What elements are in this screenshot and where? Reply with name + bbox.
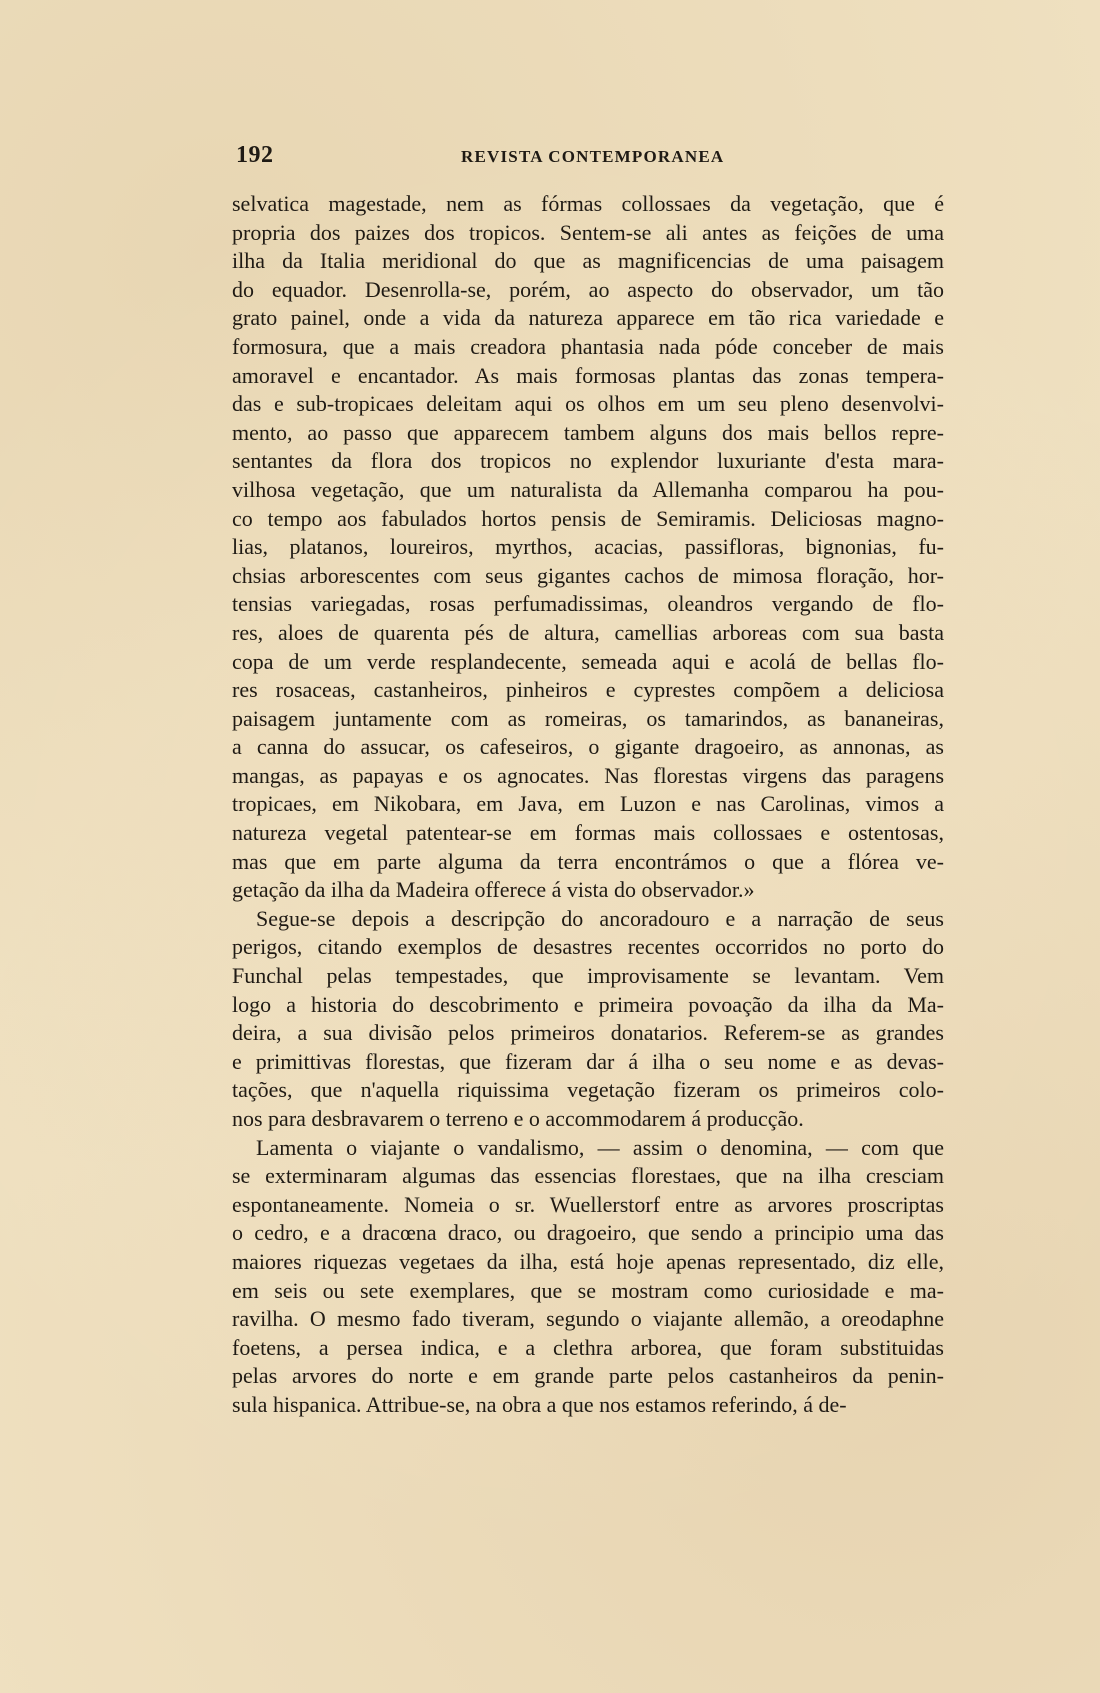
text-line: tações, que n'aquella riquissima vegetação fizeram os primeiros colo- — [232, 1077, 944, 1103]
text-line: tropicaes, em Nikobara, em Java, em Luzon e nas Carolinas, vimos a — [232, 791, 944, 817]
text-line: paisagem juntamente com as romeiras, os tamarindos, as bananeiras, — [232, 705, 944, 731]
text-line: grato painel, onde a vida da natureza apparece em tão rica variedade e — [232, 305, 944, 331]
text-line: natureza vegetal patentear-se em formas mais collossaes e ostentosas, — [232, 820, 944, 846]
text-line: foetens, a persea indica, e a clethra arborea, que foram substituidas — [232, 1334, 944, 1360]
text-line: vilhosa vegetação, que um naturalista da Allemanha comparou ha pou- — [232, 476, 944, 502]
text-line: perigos, citando exemplos de desastres recentes occorridos no porto do — [232, 934, 944, 960]
text-line: ravilha. O mesmo fado tiveram, segundo o viajante allemão, a oreodaphne — [232, 1306, 944, 1332]
text-line: co tempo aos fabulados hortos pensis de Semiramis. Deliciosas magno- — [232, 505, 944, 531]
text-line: deira, a sua divisão pelos primeiros donatarios. Referem-se as grandes — [232, 1020, 944, 1046]
text-line: sula hispanica. Attribue-se, na obra a que nos estamos referindo, á de- — [232, 1391, 847, 1417]
text-line: Lamenta o viajante o vandalismo, — assim o denomina, — com que — [256, 1134, 944, 1160]
text-line: do equador. Desenrolla-se, porém, ao aspecto do observador, um tão — [232, 276, 944, 302]
text-line: amoravel e encantador. As mais formosas plantas das zonas tempera- — [232, 362, 944, 388]
text-line: Segue-se depois a descripção do ancoradouro e a narração de seus — [256, 905, 944, 931]
text-line: mento, ao passo que apparecem tambem alguns dos mais bellos repre- — [232, 419, 944, 445]
text-line: chsias arborescentes com seus gigantes cachos de mimosa floração, hor- — [232, 562, 944, 588]
paragraph — [232, 1134, 944, 1420]
text-line: espontaneamente. Nomeia o sr. Wuellerstorf entre as arvores proscriptas — [232, 1191, 944, 1217]
text-line: o cedro, e a dracœna draco, ou dragoeiro, que sendo a principio uma das — [232, 1220, 944, 1246]
text-line: copa de um verde resplandecente, semeada aqui e acolá de bellas flo- — [232, 648, 944, 674]
paragraph — [232, 190, 944, 905]
page-header — [236, 142, 936, 172]
text-line: selvatica magestade, nem as fórmas collossaes da vegetação, que é — [232, 191, 944, 216]
text-line: maiores riquezas vegetaes da ilha, está hoje apenas representado, diz elle, — [232, 1248, 944, 1274]
text-line: das e sub-tropicaes deleitam aqui os olhos em um seu pleno desenvolvi- — [232, 391, 944, 417]
page-number: 192 — [236, 142, 274, 168]
text-line: res rosaceas, castanheiros, pinheiros e cyprestes compõem a deliciosa — [232, 677, 944, 703]
text-line: mas que em parte alguma da terra encontrámos o que a flórea ve- — [232, 848, 944, 874]
text-line: lias, platanos, loureiros, myrthos, acacias, passifloras, bignonias, fu- — [232, 534, 944, 560]
paragraph — [232, 905, 944, 1134]
text-line: e primittivas florestas, que fizeram dar á ilha o seu nome e as devas- — [232, 1048, 944, 1074]
text-line: Funchal pelas tempestades, que improvisamente se levantam. Vem — [232, 963, 944, 989]
body-text — [232, 190, 944, 1420]
text-line: a canna do assucar, os cafeseiros, o gigante dragoeiro, as annonas, as — [232, 734, 944, 760]
text-line: se exterminaram algumas das essencias florestaes, que na ilha cresciam — [232, 1163, 944, 1189]
text-line: propria dos paizes dos tropicos. Sentem-se ali antes as feições de uma — [232, 219, 944, 245]
text-line: pelas arvores do norte e em grande parte pelos castanheiros da penin- — [232, 1363, 944, 1389]
text-line: em seis ou sete exemplares, que se mostram como curiosidade e ma- — [232, 1277, 944, 1303]
text-line: res, aloes de quarenta pés de altura, camellias arboreas com sua basta — [232, 619, 944, 645]
text-line: nos para desbravarem o terreno e o accommodarem á producção. — [232, 1106, 804, 1131]
text-line: mangas, as papayas e os agnocates. Nas florestas virgens das paragens — [232, 762, 944, 788]
text-line: ilha da Italia meridional do que as magnificencias de uma paisagem — [232, 248, 944, 274]
text-line: formosura, que a mais creadora phantasia nada póde conceber de mais — [232, 333, 944, 359]
running-title: REVISTA CONTEMPORANEA — [461, 147, 725, 166]
text-line: sentantes da flora dos tropicos no explendor luxuriante d'esta mara- — [232, 448, 944, 474]
text-line: getação da ilha da Madeira offerece á vista do observador.» — [232, 877, 755, 903]
text-line: tensias variegadas, rosas perfumadissimas, oleandros vergando de flo- — [232, 591, 944, 617]
text-line: logo a historia do descobrimento e primeira povoação da ilha da Ma- — [232, 991, 944, 1017]
